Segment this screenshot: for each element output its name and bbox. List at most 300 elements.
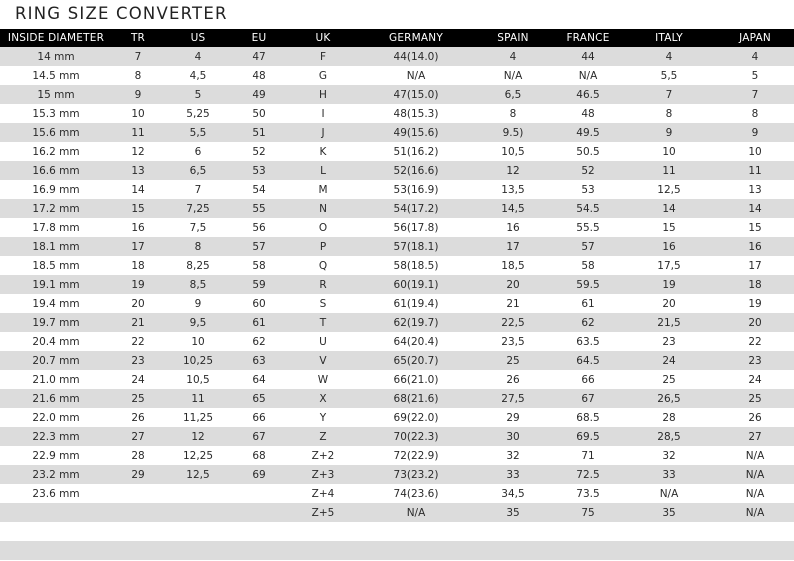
table-cell: 16.9 mm (0, 180, 112, 199)
table-cell: 12,5 (622, 180, 716, 199)
table-cell: 26 (112, 408, 164, 427)
table-cell: 22 (112, 332, 164, 351)
table-cell: 15 (716, 218, 794, 237)
table-cell: 63.5 (554, 332, 622, 351)
table-cell: 22.0 mm (0, 408, 112, 427)
table-row (0, 66, 794, 85)
table-cell: 6 (164, 142, 232, 161)
table-cell: 21 (112, 313, 164, 332)
table-cell: 24 (112, 370, 164, 389)
table-cell: 25 (112, 389, 164, 408)
table-row (0, 484, 794, 503)
table-cell: 9.5) (472, 123, 554, 142)
table-cell (164, 484, 232, 503)
table-cell: N/A (716, 446, 794, 465)
table-cell: W (286, 370, 360, 389)
table-cell (112, 541, 164, 560)
table-cell: 71 (554, 446, 622, 465)
table-cell: 23,5 (472, 332, 554, 351)
table-cell: 5,5 (622, 66, 716, 85)
table-cell: 20 (472, 275, 554, 294)
table-cell: 11 (622, 161, 716, 180)
table-cell: 57 (232, 237, 286, 256)
table-cell: K (286, 142, 360, 161)
table-cell: N/A (360, 66, 472, 85)
column-header: ITALY (622, 29, 716, 47)
table-cell: 27,5 (472, 389, 554, 408)
table-cell: 66 (554, 370, 622, 389)
table-cell: 20.4 mm (0, 332, 112, 351)
table-cell (716, 522, 794, 541)
table-cell (164, 522, 232, 541)
table-cell: P (286, 237, 360, 256)
table-cell: 26 (716, 408, 794, 427)
table-cell: 47(15.0) (360, 85, 472, 104)
table-cell: 26 (472, 370, 554, 389)
table-cell: 13 (112, 161, 164, 180)
table-cell: 51 (232, 123, 286, 142)
table-cell: 72(22.9) (360, 446, 472, 465)
table-cell: 46.5 (554, 85, 622, 104)
table-cell: X (286, 389, 360, 408)
table-cell: 66 (232, 408, 286, 427)
table-cell: 52 (232, 142, 286, 161)
table-cell: 49(15.6) (360, 123, 472, 142)
table-cell: 25 (622, 370, 716, 389)
table-row (0, 313, 794, 332)
table-cell: 10,5 (164, 370, 232, 389)
table-cell (232, 541, 286, 560)
table-cell: 8 (716, 104, 794, 123)
table-row (0, 85, 794, 104)
table-cell: 33 (472, 465, 554, 484)
table-cell: Q (286, 256, 360, 275)
table-cell: 60 (232, 294, 286, 313)
table-cell (0, 541, 112, 560)
table-cell: J (286, 123, 360, 142)
table-cell (360, 541, 472, 560)
table-cell: Z+4 (286, 484, 360, 503)
table-cell: 14 (716, 199, 794, 218)
table-cell: 17 (112, 237, 164, 256)
table-cell: 64 (232, 370, 286, 389)
column-header: UK (286, 29, 360, 47)
table-cell: 33 (622, 465, 716, 484)
table-cell: 9 (622, 123, 716, 142)
table-cell: 22,5 (472, 313, 554, 332)
column-header: FRANCE (554, 29, 622, 47)
table-cell: 29 (112, 465, 164, 484)
table-cell: 53 (554, 180, 622, 199)
table-cell: 15.6 mm (0, 123, 112, 142)
table-cell: 24 (622, 351, 716, 370)
table-cell: 15.3 mm (0, 104, 112, 123)
table-cell (232, 503, 286, 522)
table-row (0, 446, 794, 465)
table-row (0, 104, 794, 123)
column-header: EU (232, 29, 286, 47)
table-cell: 58(18.5) (360, 256, 472, 275)
table-cell: N/A (360, 503, 472, 522)
table-cell: 21.0 mm (0, 370, 112, 389)
table-cell: 32 (472, 446, 554, 465)
table-row (0, 123, 794, 142)
table-cell: 68 (232, 446, 286, 465)
table-cell: 69.5 (554, 427, 622, 446)
table-cell: Z+5 (286, 503, 360, 522)
table-cell: 10 (716, 142, 794, 161)
table-cell: 69(22.0) (360, 408, 472, 427)
table-cell (164, 503, 232, 522)
table-cell: 60(19.1) (360, 275, 472, 294)
table-cell: 9,5 (164, 313, 232, 332)
table-cell: G (286, 66, 360, 85)
table-cell: 48(15.3) (360, 104, 472, 123)
table-cell: 27 (716, 427, 794, 446)
table-row (0, 389, 794, 408)
table-cell: 21 (472, 294, 554, 313)
table-cell: 63 (232, 351, 286, 370)
table-row (0, 351, 794, 370)
table-cell: 18 (716, 275, 794, 294)
table-cell: 6,5 (472, 85, 554, 104)
table-cell: N/A (622, 484, 716, 503)
table-cell: 21.6 mm (0, 389, 112, 408)
table-cell: 7,5 (164, 218, 232, 237)
table-cell: 16 (716, 237, 794, 256)
table-cell: 8 (164, 237, 232, 256)
table-cell: 69 (232, 465, 286, 484)
table-row (0, 503, 794, 522)
table-cell (286, 541, 360, 560)
table-cell: 16.6 mm (0, 161, 112, 180)
table-cell: 35 (472, 503, 554, 522)
table-cell: 11 (112, 123, 164, 142)
table-cell (112, 484, 164, 503)
table-cell: 15 mm (0, 85, 112, 104)
table-cell: 74(23.6) (360, 484, 472, 503)
table-cell: 5 (716, 66, 794, 85)
table-cell: V (286, 351, 360, 370)
table-cell: 4,5 (164, 66, 232, 85)
table-cell: 7,25 (164, 199, 232, 218)
table-cell: 26,5 (622, 389, 716, 408)
table-cell: 73(23.2) (360, 465, 472, 484)
table-cell: 20 (716, 313, 794, 332)
table-cell (0, 503, 112, 522)
table-cell: 52(16.6) (360, 161, 472, 180)
table-cell (472, 541, 554, 560)
table-cell: 29 (472, 408, 554, 427)
table-cell: 16 (112, 218, 164, 237)
table-cell: 62 (554, 313, 622, 332)
table-cell: 50.5 (554, 142, 622, 161)
table-cell: 32 (622, 446, 716, 465)
table-cell: 23.6 mm (0, 484, 112, 503)
table-cell: Y (286, 408, 360, 427)
table-cell: 23 (112, 351, 164, 370)
table-row (0, 465, 794, 484)
table-cell: 8,25 (164, 256, 232, 275)
table-cell: 23.2 mm (0, 465, 112, 484)
table-cell: 67 (232, 427, 286, 446)
table-row (0, 370, 794, 389)
table-cell: 14.5 mm (0, 66, 112, 85)
table-cell: 58 (554, 256, 622, 275)
table-row (0, 218, 794, 237)
table-cell: 61 (232, 313, 286, 332)
table-cell: 53(16.9) (360, 180, 472, 199)
table-cell (112, 503, 164, 522)
table-cell (622, 541, 716, 560)
table-cell: L (286, 161, 360, 180)
table-cell: 22.9 mm (0, 446, 112, 465)
table-cell: 58 (232, 256, 286, 275)
table-cell: 23 (716, 351, 794, 370)
table-row (0, 275, 794, 294)
table-cell: 13 (716, 180, 794, 199)
table-cell: 22.3 mm (0, 427, 112, 446)
table-cell: 48 (232, 66, 286, 85)
table-cell (622, 522, 716, 541)
table-cell: 61 (554, 294, 622, 313)
column-header: GERMANY (360, 29, 472, 47)
table-cell: 25 (716, 389, 794, 408)
column-header: US (164, 29, 232, 47)
table-cell: 56 (232, 218, 286, 237)
table-cell: 25 (472, 351, 554, 370)
table-cell: 19 (112, 275, 164, 294)
table-cell: 35 (622, 503, 716, 522)
table-cell: 44 (554, 47, 622, 66)
table-cell: 9 (112, 85, 164, 104)
table-cell: 19.7 mm (0, 313, 112, 332)
table-cell: 61(19.4) (360, 294, 472, 313)
table-cell: F (286, 47, 360, 66)
table-cell: 57(18.1) (360, 237, 472, 256)
table-cell: 52 (554, 161, 622, 180)
table-cell (554, 541, 622, 560)
table-cell: T (286, 313, 360, 332)
table-cell: 57 (554, 237, 622, 256)
table-cell: 9 (716, 123, 794, 142)
table-cell: 20 (622, 294, 716, 313)
table-cell: H (286, 85, 360, 104)
table-cell: 54.5 (554, 199, 622, 218)
table-cell: 49.5 (554, 123, 622, 142)
table-cell: 12,5 (164, 465, 232, 484)
table-cell: 5,25 (164, 104, 232, 123)
table-cell: 66(21.0) (360, 370, 472, 389)
table-cell: 15 (622, 218, 716, 237)
table-cell: U (286, 332, 360, 351)
column-header: TR (112, 29, 164, 47)
column-header: JAPAN (716, 29, 794, 47)
table-cell: 4 (622, 47, 716, 66)
table-cell (716, 541, 794, 560)
table-cell (472, 522, 554, 541)
table-cell: 14 (622, 199, 716, 218)
table-cell: 64.5 (554, 351, 622, 370)
table-cell: N/A (716, 484, 794, 503)
table-cell (0, 522, 112, 541)
table-cell: S (286, 294, 360, 313)
table-cell: 4 (164, 47, 232, 66)
table-cell: 59 (232, 275, 286, 294)
table-cell: N (286, 199, 360, 218)
table-row (0, 427, 794, 446)
table-row (0, 142, 794, 161)
table-cell (232, 484, 286, 503)
table-cell: 16.2 mm (0, 142, 112, 161)
table-cell: I (286, 104, 360, 123)
table-cell: 19.1 mm (0, 275, 112, 294)
table-cell: 49 (232, 85, 286, 104)
table-row (0, 522, 794, 541)
table-cell: 17,5 (622, 256, 716, 275)
table-cell: 7 (164, 180, 232, 199)
page-title: RING SIZE CONVERTER (15, 4, 228, 23)
table-cell: 16 (472, 218, 554, 237)
table-cell: 13,5 (472, 180, 554, 199)
table-cell: 12,25 (164, 446, 232, 465)
table-cell: 14 mm (0, 47, 112, 66)
table-cell: 55 (232, 199, 286, 218)
table-cell: 17 (716, 256, 794, 275)
table-cell: 17 (472, 237, 554, 256)
table-cell: 48 (554, 104, 622, 123)
table-cell: 73.5 (554, 484, 622, 503)
table-cell: 19.4 mm (0, 294, 112, 313)
table-cell (286, 522, 360, 541)
table-cell: 68.5 (554, 408, 622, 427)
table-cell: 9 (164, 294, 232, 313)
table-cell: 8 (472, 104, 554, 123)
table-cell: 7 (622, 85, 716, 104)
table-cell: Z+2 (286, 446, 360, 465)
table-cell: 75 (554, 503, 622, 522)
table-cell: 7 (716, 85, 794, 104)
header-row (0, 29, 794, 47)
table-cell: 5,5 (164, 123, 232, 142)
table-row (0, 541, 794, 560)
table-cell: 18.1 mm (0, 237, 112, 256)
table-cell: 56(17.8) (360, 218, 472, 237)
table-cell: Z+3 (286, 465, 360, 484)
table-cell: 55.5 (554, 218, 622, 237)
table-cell: 6,5 (164, 161, 232, 180)
table-row (0, 256, 794, 275)
table-cell: 21,5 (622, 313, 716, 332)
table-cell: 23 (622, 332, 716, 351)
table-cell: 64(20.4) (360, 332, 472, 351)
table-cell: 11,25 (164, 408, 232, 427)
table-row (0, 294, 794, 313)
column-header: SPAIN (472, 29, 554, 47)
table-cell: 20.7 mm (0, 351, 112, 370)
table-cell: 70(22.3) (360, 427, 472, 446)
table-cell: 30 (472, 427, 554, 446)
table-cell: 17.8 mm (0, 218, 112, 237)
table-cell: N/A (472, 66, 554, 85)
table-cell: 10 (112, 104, 164, 123)
table-cell: 7 (112, 47, 164, 66)
column-header: INSIDE DIAMETER (0, 29, 112, 47)
table-cell: Z (286, 427, 360, 446)
table-cell: N/A (554, 66, 622, 85)
table-cell: 12 (472, 161, 554, 180)
table-cell (554, 522, 622, 541)
table-row (0, 47, 794, 66)
table-cell: 24 (716, 370, 794, 389)
table-cell: 18,5 (472, 256, 554, 275)
table-cell: 47 (232, 47, 286, 66)
table-cell: 12 (112, 142, 164, 161)
table-cell: O (286, 218, 360, 237)
table-cell: 54 (232, 180, 286, 199)
table-cell: 18.5 mm (0, 256, 112, 275)
table-cell: N/A (716, 503, 794, 522)
table-cell: 65(20.7) (360, 351, 472, 370)
table-cell: 59.5 (554, 275, 622, 294)
table-cell: 4 (716, 47, 794, 66)
table-cell: 28,5 (622, 427, 716, 446)
table-row (0, 237, 794, 256)
table-cell: 68(21.6) (360, 389, 472, 408)
table-cell: 18 (112, 256, 164, 275)
table-cell: 8 (112, 66, 164, 85)
table-cell: 15 (112, 199, 164, 218)
table-cell: 14 (112, 180, 164, 199)
table-cell: 51(16.2) (360, 142, 472, 161)
table-cell: 44(14.0) (360, 47, 472, 66)
table-cell: 16 (622, 237, 716, 256)
table-cell: 10,5 (472, 142, 554, 161)
table-cell: 27 (112, 427, 164, 446)
table-row (0, 408, 794, 427)
table-cell: 19 (622, 275, 716, 294)
table-cell (164, 541, 232, 560)
table-cell: 8 (622, 104, 716, 123)
table-cell: 22 (716, 332, 794, 351)
table-cell: 62 (232, 332, 286, 351)
table-cell: 14,5 (472, 199, 554, 218)
table-cell: 20 (112, 294, 164, 313)
table-cell: 65 (232, 389, 286, 408)
table-cell: 28 (112, 446, 164, 465)
table-row (0, 180, 794, 199)
table-cell: 10 (164, 332, 232, 351)
table-cell: 11 (716, 161, 794, 180)
table-cell: 67 (554, 389, 622, 408)
table-cell: N/A (716, 465, 794, 484)
table-cell: 8,5 (164, 275, 232, 294)
table-cell: 11 (164, 389, 232, 408)
ring-size-table (0, 29, 794, 560)
table-cell: 5 (164, 85, 232, 104)
table-cell: 62(19.7) (360, 313, 472, 332)
table-cell: 19 (716, 294, 794, 313)
table-cell: 12 (164, 427, 232, 446)
table-cell: 53 (232, 161, 286, 180)
table-cell: 50 (232, 104, 286, 123)
table-cell: 4 (472, 47, 554, 66)
table-row (0, 199, 794, 218)
table-cell (232, 522, 286, 541)
table-cell: 10 (622, 142, 716, 161)
table-cell (112, 522, 164, 541)
table-cell: 10,25 (164, 351, 232, 370)
